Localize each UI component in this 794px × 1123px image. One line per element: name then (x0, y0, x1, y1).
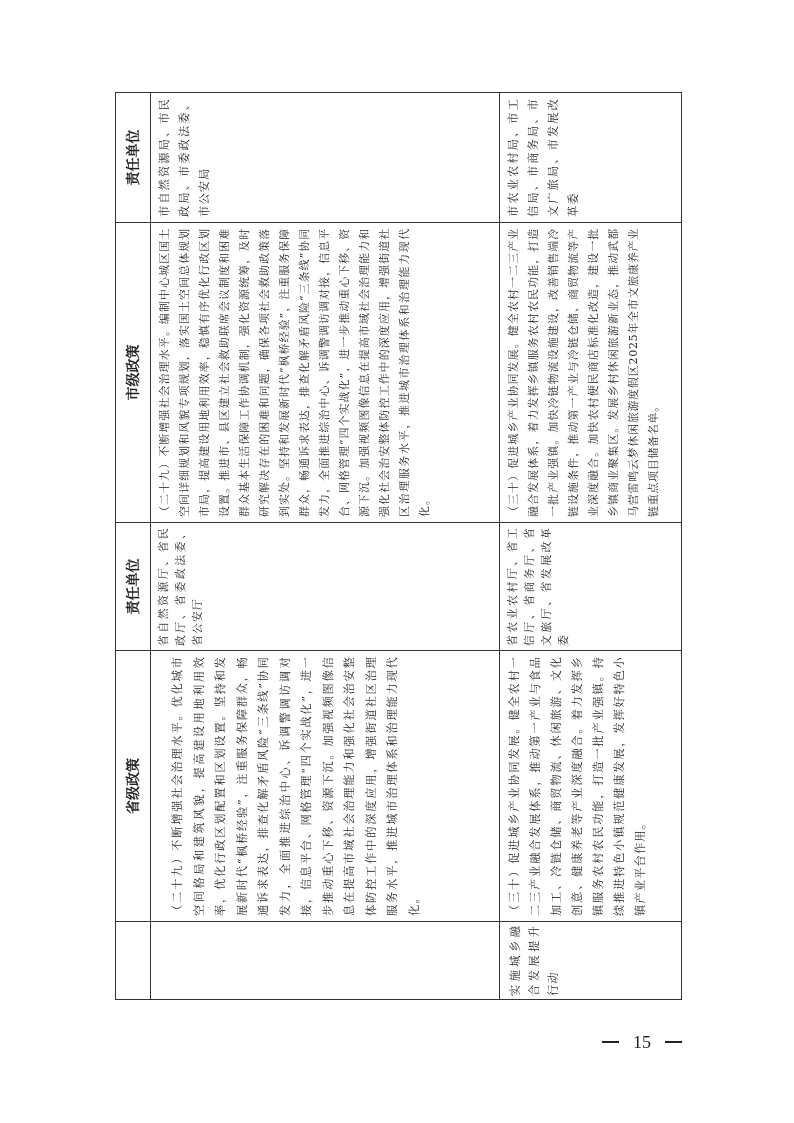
page-number-text: 15 (633, 1031, 651, 1052)
province-unit-cell: 省自然资源厅、省民政厅、省委政法委、省公安厅 (151, 523, 500, 651)
header-province-policy: 省级政策 (116, 651, 151, 922)
page-number-dash-right (665, 1041, 682, 1043)
city-unit-cell: 市自然资源局、市民政局、市委政法委、市公安局 (151, 93, 500, 223)
page-number (602, 1030, 682, 1054)
header-category (116, 922, 151, 1000)
table-row (151, 93, 500, 1000)
page-number-dash-left (602, 1041, 619, 1043)
table-row (500, 93, 682, 1000)
province-unit-cell: 省农业农村厅、省工信厅、省商务厅、省文旅厅、省发展改革委 (500, 523, 682, 651)
header-city-policy: 市级政策 (116, 223, 151, 523)
row-category: 实施城乡融合发展提升行动 (500, 922, 682, 1000)
table-header-row (116, 93, 151, 1000)
city-unit-cell: 市农业农村局、市工信局、市商务局、市文广旅局、市发展改革委 (500, 93, 682, 223)
city-policy-cell: （三十）促进城乡产业协同发展。健全农村一二三产业融合发展体系，着力发挥乡镇服务农村农民功能，打造一批产业强镇。加快冷链物流设施建设，改善销售端冷链设施条件，推动第一产业与冷链仓储、商贸物流等产业深度融合。加快农村便民商店标准化改造，建设一批乡镇商业聚集区。发展乡村休闲旅游新业态，推动武都马营雷鸣云梦休闲旅游度假区2025年全市文旅康养产业链重点项目储备名单。 (500, 223, 682, 523)
province-policy-cell: （三十）促进城乡产业协同发展。健全农村一二三产业融合发展体系，推动第一产业与食品加工、冷链仓储、商贸物流、休闲旅游、文化创意、健康养老等产业深度融合。着力发挥乡镇服务农村农民功能，打造一批产业强镇。持续推进特色小镇规范健康发展，发挥好特色小镇产业平台作用。 (500, 651, 682, 922)
header-city-unit: 责任单位 (116, 93, 151, 223)
policy-table (115, 92, 682, 1000)
city-policy-cell: （二十九）不断增强社会治理水平。编制中心城区国土空间详细规划和风貌专项规划，落实国土空间总体规划市局，提高建设用地利用效率，稳慎有序优化行政区划设置。推进市、县区建立社会救助联席会议制度和困难群众基本生活保障工作协调机制，强化资源统筹，及时研究解决存在的困难和问题，确保各项社会救助政策落到实处。坚持和发展新时代“枫桥经验”，注重服务保障群众，畅通诉求表达，排查化解矛盾风险“三条线”协同发力，全面推进综治中心、诉调警调访调对接，信息平台、网格管理“四个实战化”，进一步推动重心下移、资源下沉。加强视频图像信息在提高市域社会治理能力和强化社会治安整体防控工作中的深度应用，增强街道社区治理服务水平，推进城市治理体系和治理能力现代化。 (151, 223, 500, 523)
header-province-unit: 责任单位 (116, 523, 151, 651)
row-category (151, 922, 500, 1000)
province-policy-cell: （二十九）不断增强社会治理水平。优化城市空间格局和建筑风貌，提高建设用地利用效率，优化行政区划配置和区划设置。坚持和发展新时代“枫桥经验”，注重服务保障群众，畅通诉求表达，排查化解矛盾风险“三条线”协同发力，全面推进综治中心、诉调警调访调对接，信息平台、网格管理“四个实战化”，进一步推动重心下移、资源下沉。加强视频图像信息在提高市域社会治理能力和强化社会治安整体防控工作中的深度应用，增强街道社区治理服务水平，推进城市治理体系和治理能力现代化。 (151, 651, 500, 922)
